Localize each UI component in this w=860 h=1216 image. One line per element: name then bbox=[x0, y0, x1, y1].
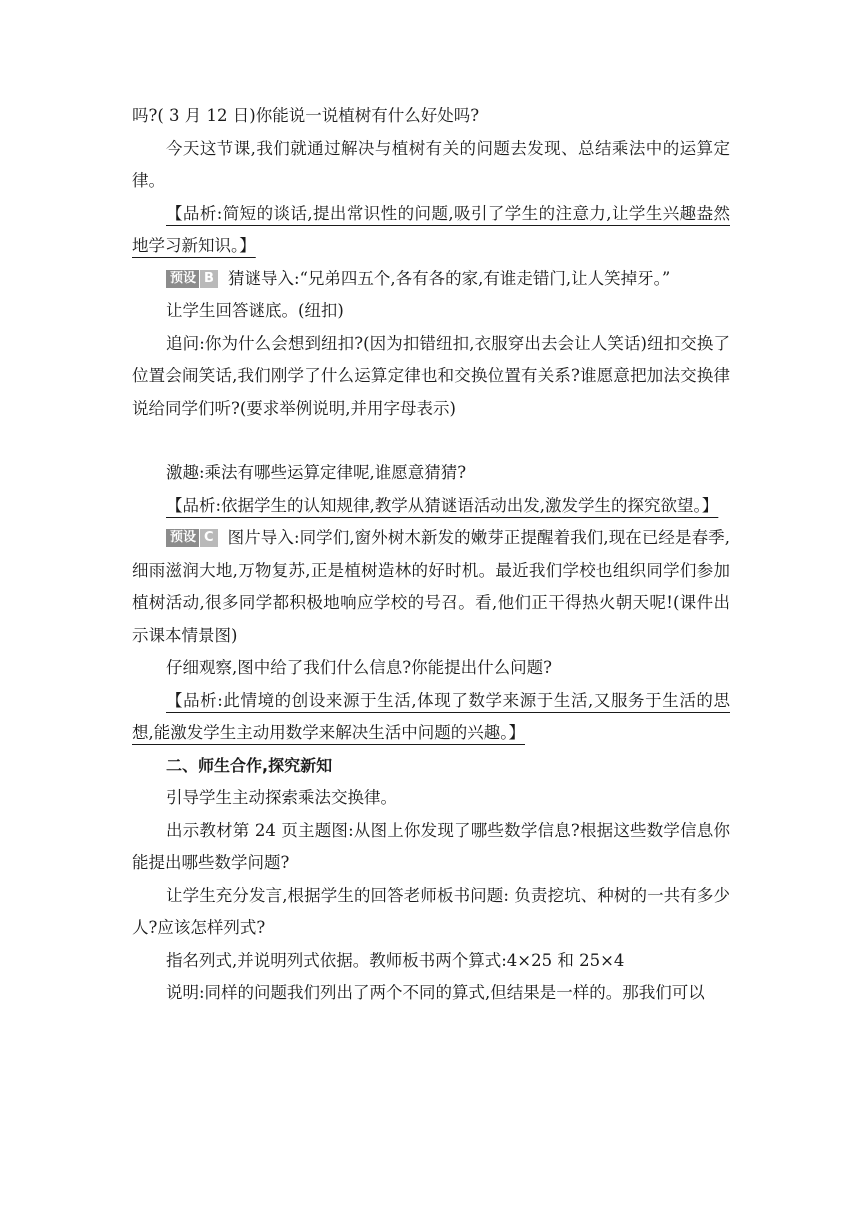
analysis-note-3: 【品析:此情境的创设来源于生活,体现了数学来源于生活,又服务于生活的思想,能激发学生主动用数学来解决生活中问题的兴趣。】 bbox=[132, 690, 730, 742]
lesson-content bbox=[132, 100, 730, 1010]
paragraph-follow-up: 追问:你为什么会想到纽扣?(因为扣错纽扣,衣服穿出去会让人笑话)纽扣交换了位置会闹笑话,我们刚学了什么运算定律也和交换位置有关系?谁愿意把加法交换律说给同学们听?(要求举例说明,并用字母表示) bbox=[132, 333, 730, 418]
paragraph-discussion: 让学生充分发言,根据学生的回答老师板书问题: 负责挖坑、种树的一共有多少人?应该怎样列式? bbox=[132, 885, 730, 937]
preset-label: 预设 bbox=[166, 529, 199, 547]
paragraph-explanation: 说明:同样的问题我们列出了两个不同的算式,但结果是一样的。那我们可以 bbox=[166, 983, 705, 1002]
preset-b-badge bbox=[166, 270, 218, 288]
preset-c-badge bbox=[166, 529, 218, 547]
preset-letter: C bbox=[200, 529, 218, 547]
paragraph-textbook: 出示教材第 24 页主题图:从图上你发现了哪些数学信息?根据这些数学信息你能提出哪些数学问题? bbox=[132, 820, 730, 872]
analysis-note-2: 【品析:依据学生的认知规律,教学从猜谜语活动出发,激发学生的探究欲望。】 bbox=[166, 495, 719, 515]
paragraph-formula: 指名列式,并说明列式依据。教师板书两个算式:4×25 和 25×4 bbox=[166, 950, 625, 970]
paragraph-intro: 今天这节课,我们就通过解决与植树有关的问题去发现、总结乘法中的运算定律。 bbox=[132, 138, 730, 190]
paragraph-tree-day: 吗?( 3 月 12 日)你能说一说植树有什么好处吗? bbox=[132, 106, 480, 125]
paragraph-guide: 引导学生主动探索乘法交换律。 bbox=[166, 788, 397, 807]
analysis-note-1: 【品析:简短的谈话,提出常识性的问题,吸引了学生的注意力,让学生兴趣盎然地学习新知识。】 bbox=[132, 203, 730, 255]
preset-c-paragraph bbox=[132, 522, 730, 652]
preset-c-text: 图片导入:同学们,窗外树木新发的嫩芽正提醒着我们,现在已经是春季,细雨滋润大地,万物复苏,正是植树造林的好时机。最近我们学校也组织同学们参加植树活动,很多同学都积极地响应学校的号召。看,他们正干得热火朝天呢!(课件出示课本情景图) bbox=[132, 528, 730, 645]
paragraph-riddle-answer: 让学生回答谜底。(纽扣) bbox=[166, 301, 344, 320]
blank-line bbox=[132, 425, 730, 457]
paragraph-motivate: 激趣:乘法有哪些运算定律呢,谁愿意猜猜? bbox=[166, 463, 467, 482]
paragraph-observe: 仔细观察,图中给了我们什么信息?你能提出什么问题? bbox=[166, 658, 552, 677]
section-heading: 二、师生合作,探究新知 bbox=[166, 755, 333, 775]
preset-label: 预设 bbox=[166, 270, 199, 288]
preset-b-paragraph bbox=[132, 263, 730, 296]
preset-letter: B bbox=[200, 270, 218, 288]
preset-b-text: 猜谜导入:“兄弟四五个,各有各的家,有谁走错门,让人笑掉牙。” bbox=[227, 268, 671, 288]
